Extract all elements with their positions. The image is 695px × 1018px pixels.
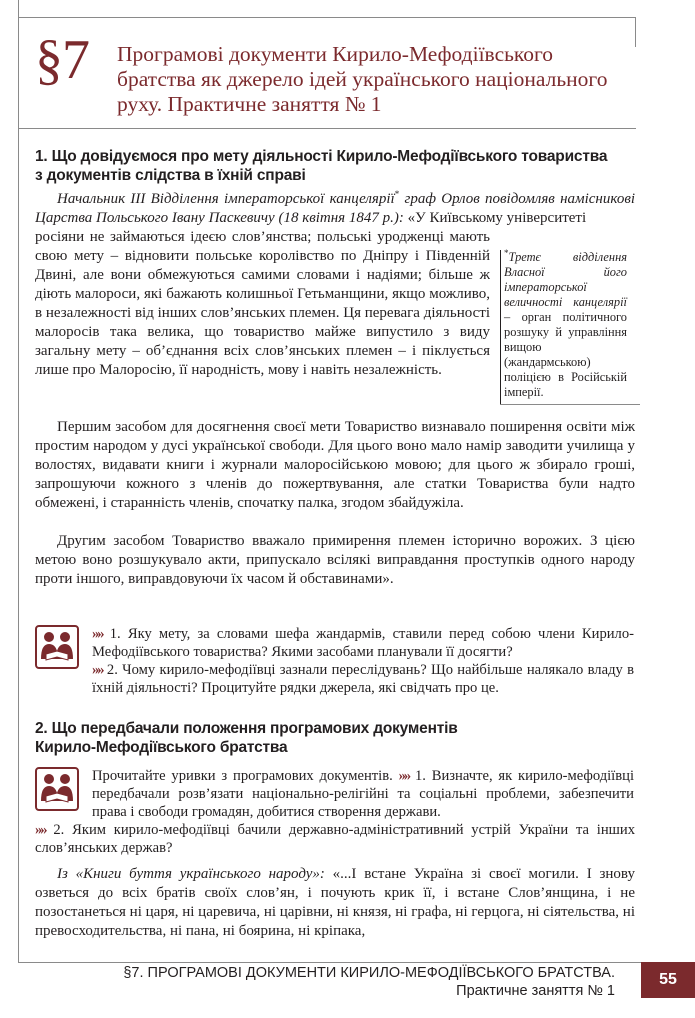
sidebar-border <box>500 250 501 404</box>
footer-line-1: §7. ПРОГРАМОВІ ДОКУМЕНТИ КИРИЛО-МЕФОДІЇВСЬКОГО БРАТСТВА. <box>123 965 615 981</box>
source-text: «...І встане Україна зі своєї могили. І знову озветься до всіх братів своїх слов’ян, і почують крик її, і встане Слов’янщина, і не позостанеться ні царя, ні царевича, ні царівни, ні князя, ні графа, ні герцога, ні сіятельства, ні превосходительства, ні пана, ні боярина, ні кріпака, <box>35 866 636 939</box>
top-frame-line <box>18 17 636 18</box>
intro-paragraph <box>35 190 635 228</box>
section1-heading-line2: з документів слідства в їхній справі <box>35 167 306 184</box>
questions-block-1 <box>92 625 634 697</box>
section2-heading-line1: 2. Що передбачали положення програмових документів <box>35 720 458 737</box>
intro-italic: Начальник ІІІ Відділення імператорської канцелярії <box>57 191 395 207</box>
question-1: 1. Яку мету, за словами шефа жандармів, ставили перед собою члени Кирило-Мефодіївського товариства? Якими засобами планували її досягти? <box>92 626 634 660</box>
task-block-bottom <box>35 821 635 857</box>
header-rule <box>18 128 636 129</box>
reading-people-icon <box>35 767 79 811</box>
paragraph-3: Другим засобом Товариство вважало примирення племен історично ворожих. З цією метою воно розшукувало акти, припускало всілякі виправдання проступків одного народу проти іншого, виправдовуючи їх часом й обставинами». <box>35 533 635 587</box>
footer-rule <box>18 962 641 963</box>
page-title: Програмові документи Кирило-Мефодіївського братства як джерело ідей українського національного руху. Практичне заняття № 1 <box>117 42 608 116</box>
source-excerpt <box>35 865 635 941</box>
footer-line-2: Практичне заняття № 1 <box>456 983 615 999</box>
section2-heading <box>35 719 635 757</box>
reading-people-icon <box>35 625 79 669</box>
quote-start-copy: росіяни не займаються ідеєю слов’янства; польські уродженці мають свою мету – відновити польське королівство по Дніпру і Південній Двині, але вони обмежуються самими словами і надіями; більше ж діють малороси, які бажають колишньої Гетьманщини, якщо можливо, в незалежності від інших слов’янських племен. Ця перевага діяльності малоросів така велика, що товариство майже випустило з виду загальну мету – об’єднання всіх слов’янських племен – і піклується лише про Малоросію, її народність, мову і навіть незалежність. <box>35 229 490 378</box>
section2-heading-line2: Кирило-Мефодіївського братства <box>35 739 288 756</box>
sidebar-rest: – орган політичного розшуку й управління вищою (жандармською) поліцією в Російській імперії. <box>504 310 627 399</box>
quote-start: «У Київському університеті <box>403 210 587 226</box>
task-marker: »» <box>35 822 46 838</box>
task-intro: Прочитайте уривки з програмових документів. <box>92 768 393 784</box>
section1-heading-line1: 1. Що довідуємося про мету діяльності Кирило-Мефодіївського товариства <box>35 148 608 165</box>
section-number: §7 <box>35 29 89 91</box>
left-frame-line <box>18 0 19 962</box>
sidebar-star: * <box>504 247 509 258</box>
sidebar-bottom-rule <box>500 404 640 405</box>
task-block-top <box>92 767 634 821</box>
intro-italic-2: граф Орлов повідомляв намісникові Царства Польського Івану Паскевичу (18 квітня 1847 р.): <box>35 191 635 226</box>
question-marker: »» <box>92 662 103 678</box>
task-2: 2. Яким кирило-мефодіївці бачили державно-адміністративний устрій України та інших слов’янських держав? <box>35 822 635 856</box>
source-title: Із «Книги буття українського народу»: <box>57 866 325 882</box>
sidebar-italic: Третє відділення Власної його імператорської величності канцелярії <box>504 250 627 309</box>
running-footer <box>123 964 615 1000</box>
paragraph-2: Першим засобом для досягнення своєї мети Товариство визнавало поширення освіти між простим народом у дусі української свободи. Для цього воно мало намір заводити училища у волостях, видавати книги і журнали малоросійською мовою; для цього ж збирало гроші, запрошуючи кожного з членів до пожертвування, але статки Товариства були надто обмежені, і старанність членів, спочатку палка, згодом збайдужіла. <box>35 419 635 511</box>
quote-continued <box>35 228 490 418</box>
question-2: 2. Чому кирило-мефодіївці зазнали переслідувань? Що найбільше налякало владу в їхній діяльності? Процитуйте рядки джерела, які свідчать про це. <box>92 662 634 696</box>
question-marker: »» <box>92 626 103 642</box>
task-1: 1. Визначте, як кирило-мефодіївці передбачали розв’язати національно-релігійні та соціальні проблеми, забезпечити права і свободи громадян, добитися створення держави. <box>92 768 634 820</box>
sidebar-note <box>504 247 627 400</box>
section1-heading <box>35 147 635 185</box>
task-marker: »» <box>398 768 410 784</box>
footnote-star: * <box>394 190 400 199</box>
page-number: 55 <box>641 962 695 998</box>
